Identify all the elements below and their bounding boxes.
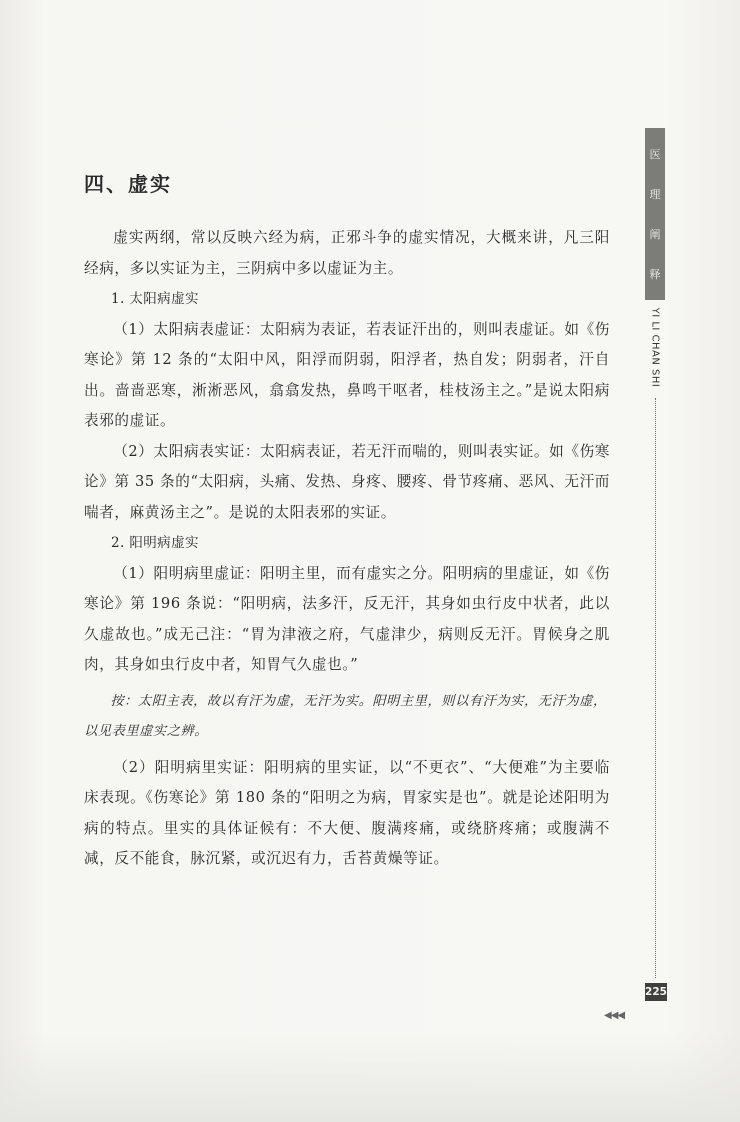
intro-paragraph: 虚实两纲，常以反映六经为病，正邪斗争的虚实情况，大概来讲，凡三阳经病，多以实证为主，三阴病中多以虚证为主。 bbox=[84, 229, 610, 277]
subsection-heading-2: 2. 阳明病虚实 bbox=[111, 535, 199, 551]
page-number: 225 bbox=[645, 983, 667, 1001]
side-dotted-line bbox=[655, 398, 656, 978]
side-tab-char: 释 bbox=[649, 268, 661, 281]
side-tab-char: 阐 bbox=[649, 228, 661, 241]
paragraph-taiyang-biaoxu: （1）太阳病表虚证：太阳病为表证，若表证汗出的，则叫表虚证。如《伤寒论》第 12 条的“太阳中风，阳浮而阴弱，阳浮者，热自发；阴弱者，汗自出。啬啬恶寒，淅淅恶风，翕翕发热，鼻鸣干呕者，桂枝汤主之。”是说太阳病表邪的虚证。 bbox=[84, 320, 610, 429]
side-tab-pinyin bbox=[648, 300, 662, 395]
page-content bbox=[84, 158, 610, 875]
side-tab-char: 理 bbox=[649, 188, 661, 201]
section-heading: 四、虚实 bbox=[84, 172, 172, 196]
page-bottom-shadow bbox=[0, 1032, 740, 1122]
paragraph-yangming-lishi: （2）阳明病里实证：阳明病的里实证，以“不更衣”、“大便难”为主要临床表现。《伤寒论》第 180 条的“阳明之为病，胃家实是也”。就是论述阳明为病的特点。里实的具体证候有：不大便、腹满疼痛，或绕脐疼痛；或腹满不减，反不能食，脉沉紧，或沉迟有力，舌苔黄燥等证。 bbox=[84, 758, 610, 867]
paragraph-yangming-lixu: （1）阳明病里虚证：阳明主里，而有虚实之分。阳明病的里虚证，如《伤寒论》第 196 条说：“阳明病，法多汗，反无汗，其身如虫行皮中状者，此以久虚故也。”成无己注：“胃为津液之府，气虚津少，病则反无汗。胃候身之肌肉，其身如虫行皮中者，知胃气久虚也。” bbox=[84, 564, 610, 673]
side-tab-char: 医 bbox=[649, 148, 661, 161]
chapter-side-tab bbox=[645, 128, 665, 300]
side-tab-pinyin-text: YI LI CHAN SHI bbox=[649, 307, 661, 388]
subsection-heading-1: 1. 太阳病虚实 bbox=[111, 291, 199, 307]
page-arrows-icon: ◀◀◀ bbox=[604, 1010, 625, 1021]
paragraph-taiyang-biaoshi: （2）太阳病表实证：太阳病表证，若无汗而喘的，则叫表实证。如《伤寒论》第 35 条的“太阳病，头痛、发热、身疼、腰疼、骨节疼痛、恶风、无汗而喘者，麻黄汤主之”。是说的太阳表邪的实证。 bbox=[84, 442, 610, 521]
note-paragraph: 按：太阳主表，故以有汗为虚，无汗为实。阳明主里，则以有汗为实，无汗为虚，以见表里虚实之辨。 bbox=[84, 693, 607, 739]
